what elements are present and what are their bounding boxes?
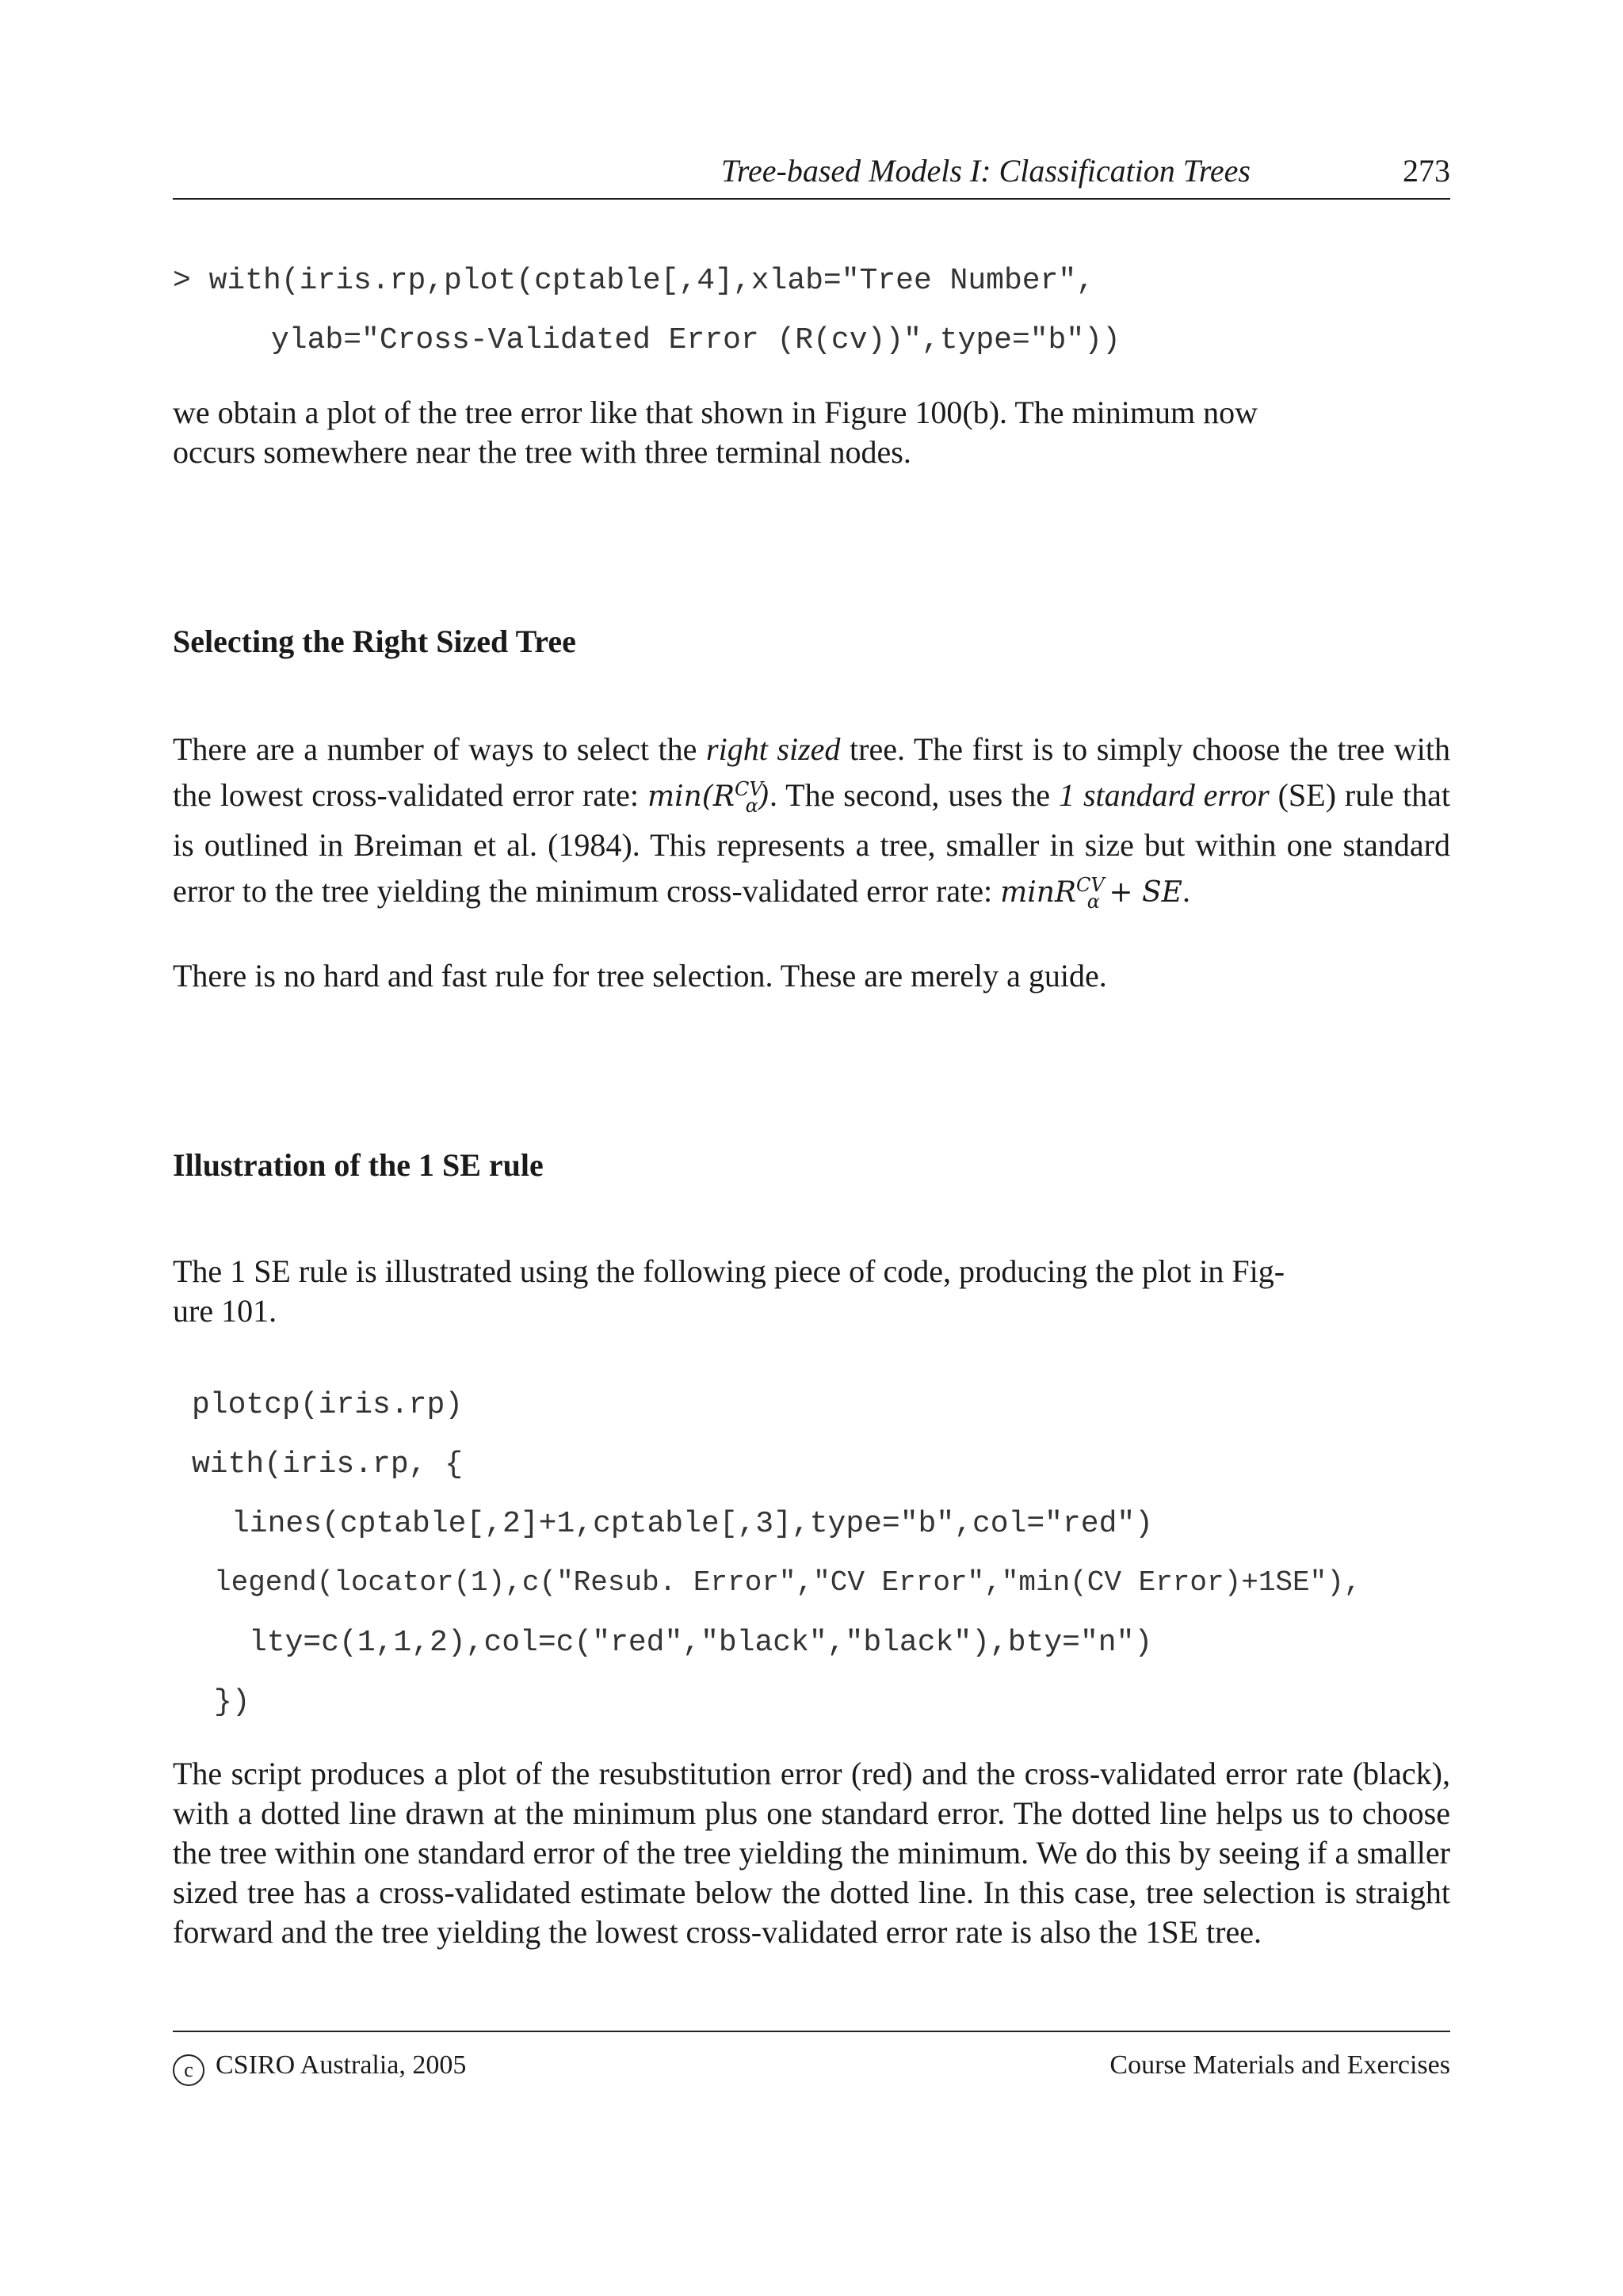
code-line: legend(locator(1),c("Resub. Error","CV Error","min(CV Error)+1SE"), [214, 1566, 1361, 1599]
running-head [173, 152, 1450, 200]
copyright-icon: c [173, 2054, 204, 2086]
code-line: lines(cptable[,2]+1,cptable[,3],type="b",col="red") [231, 1507, 1153, 1541]
math-expression: $\min(R^{CV}_\alpha)$ [647, 778, 769, 818]
text-line: we obtain a plot of the tree error like that shown in Figure 100(b). The minimum now [173, 395, 1258, 430]
running-title: Tree-based Models I: Classification Trees [720, 153, 1251, 189]
code-line: plotcp(iris.rp) [192, 1388, 464, 1422]
paragraph [173, 1252, 1450, 1331]
code-line: lty=c(1,1,2),col=c("red","black","black"),bty="n") [249, 1626, 1153, 1660]
code-line: ylab="Cross-Validated Error (R(cv))",type="b")) [271, 323, 1121, 357]
footer-left [173, 2050, 466, 2086]
paragraph [173, 393, 1450, 472]
code-line: > with(iris.rp,plot(cptable[,4],xlab="Tree Number", [173, 264, 1094, 298]
paragraph: The script produces a plot of the resubstitution error (red) and the cross-validated error rate (black), with a dotted line drawn at the minimum plus one standard error. The dotted line helps us to choose the tree within one standard error of the tree yielding the minimum. We do this by seeing if a smaller sized tree has a cross-validated estimate below the dotted line. In this case, tree selection is straight forward and the tree yielding the lowest cross-validated error rate is also the 1SE tree. [173, 1756, 1450, 1950]
paragraph: There are a number of ways to select the right sized tree. The first is to simply choose the tree with the lowest cross-validated error rate: $\min(R^{CV}_\alpha)$. The second, uses the 1 standard error (SE) rule that is outlined in Breiman et al. (1984). This represents a tree, smaller in size but within one standard error to the tree yielding the minimum cross-validated error rate: minR$^{CV}_\alpha$ + SE. [173, 731, 1451, 913]
footer-publisher: CSIRO Australia, 2005 [216, 2050, 467, 2080]
text-line: The 1 SE rule is illustrated using the following piece of code, producing the plot in Fig- [173, 1253, 1285, 1289]
math-expression: minR$^{CV}_\alpha$ + SE [1000, 874, 1182, 913]
text-line: ure 101. [173, 1293, 277, 1329]
paragraph: There is no hard and fast rule for tree selection. These are merely a guide. [173, 958, 1107, 994]
page-number: 273 [1403, 153, 1450, 189]
footer-rule [173, 2031, 1450, 2032]
code-line: }) [214, 1685, 250, 1719]
footer-right: Course Materials and Exercises [1109, 2050, 1450, 2080]
section-heading: Selecting the Right Sized Tree [173, 624, 576, 659]
code-line: with(iris.rp, { [192, 1447, 464, 1482]
text-line: occurs somewhere near the tree with three terminal nodes. [173, 434, 911, 470]
section-heading: Illustration of the 1 SE rule [173, 1147, 544, 1183]
